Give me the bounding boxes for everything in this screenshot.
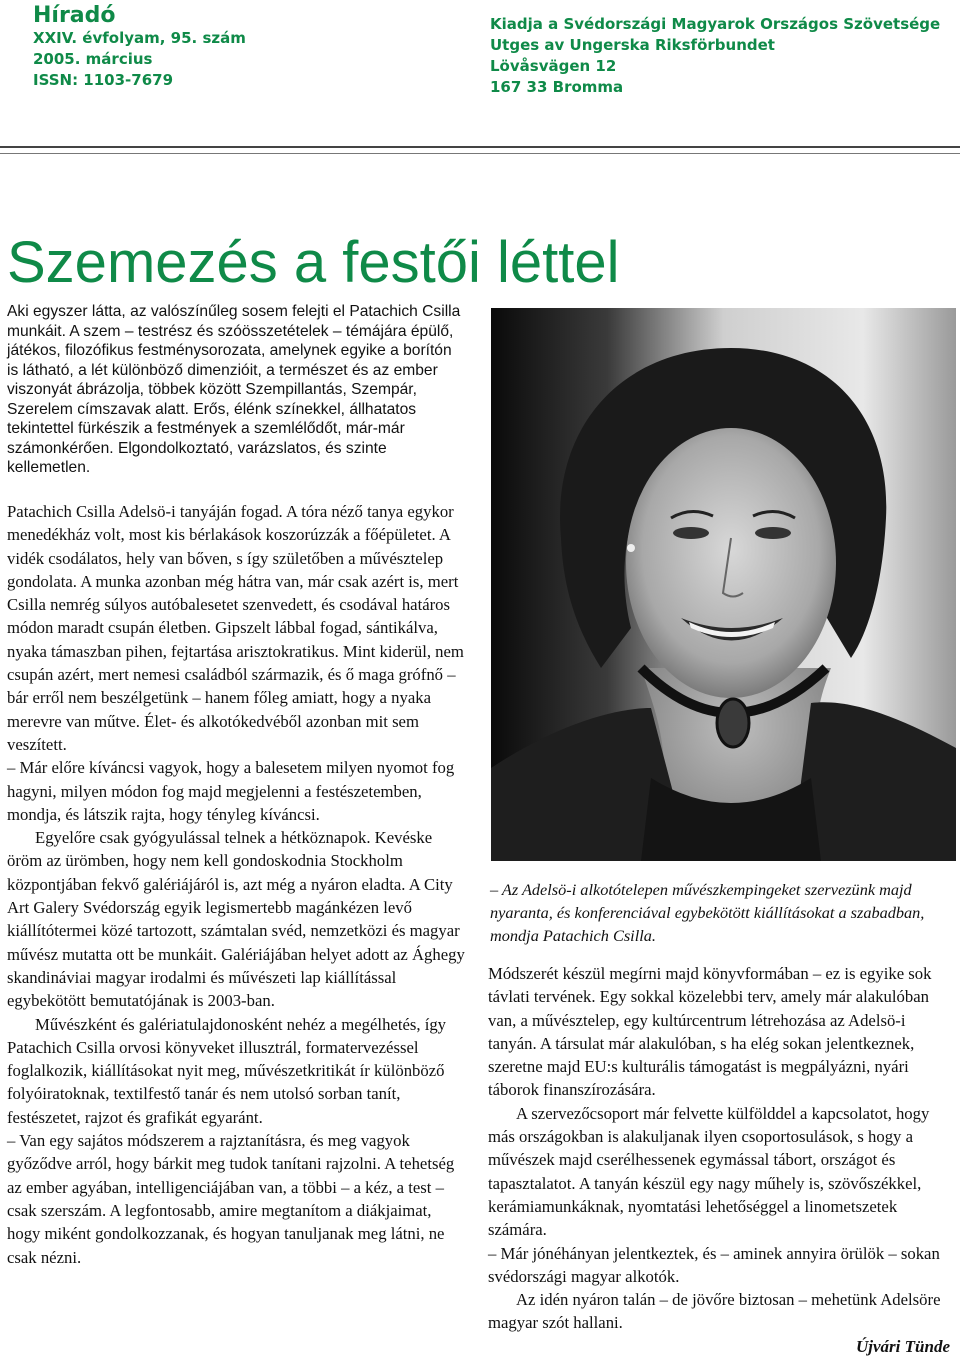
body-paragraph: Művészként és galériatulajdonosként nehéz a megélhetés, így Patachich Csilla orvosi könyveket illusztrál, formatervezéssel foglalkozik, kiállításokat nyit meg, művészetkritikát ír különböző folyóiratoknak, textilfestő tanár és nem utolsó sorban tanít, festészetet, rajzot és grafikát egyaránt. (7, 1014, 447, 1127)
address-line: Lövåsvägen 12 (490, 57, 617, 75)
article-headline: Szemezés a festői léttel (7, 230, 620, 295)
article-author: Újvári Tünde (856, 1337, 950, 1356)
body-paragraph: – Már jónéhányan jelentkeztek, és – aminek annyira örülök – sokan svédországi magyar alkotók. (488, 1243, 940, 1286)
address-line: 167 33 Bromma (490, 78, 624, 96)
article-lead (7, 302, 467, 478)
body-paragraph: Módszerét készül megírni majd könyvformában – ez is egyike sok távlati tervének. Egy sokkal közelebbi terv, amely már alakulóban van, a művésztelep, egy kultúrcentrum létrehozása az Adelsö-i tanyán. A társulat már alakulóban, s ha elég sokan jelentkeznek, szeretne majd EU:s kulturális támogatást is megpályázni, nyári táborok finanszírozására. (488, 964, 932, 1100)
right-column (488, 962, 952, 1335)
photo-caption: – Az Adelsö-i alkotótelepen művészkempingeket szervezünk majd nyaranta, és konferenciával egybekötött kiállításokat a szabadban, mondja Patachich Csilla. (490, 880, 925, 945)
body-paragraph: Egyelőre csak gyógyulással telnek a hétköznapok. Kevéske öröm az ürömben, hogy nem kell gondoskodnia Stockholm központjában fekvő galériájáról is, azt még a nyáron eladta. A City Art Galery Svédország egyik legismertebb magánkézen levő kiállítótermei közé tartozott, számtalan svéd, nemzetközi és magyar művész mutatta ott be munkáit. Galériájában helyet adott az Ághegy skandináviai magyar irodalmi és művészeti lap kiállítással egybekötött bemutatójának is 2003-ban. (7, 828, 465, 1011)
volume-line: XXIV. évfolyam, 95. szám (33, 29, 246, 47)
newsletter-title: Híradó (33, 3, 116, 28)
header-divider (0, 146, 960, 148)
left-column (7, 500, 469, 1269)
issn-line: ISSN: 1103-7679 (33, 71, 174, 89)
portrait-photo (491, 308, 956, 861)
publisher-block (490, 14, 940, 98)
publisher-line: Kiadja a Svédországi Magyarok Országos Szövetsége (490, 15, 941, 33)
body-paragraph: – Már előre kíváncsi vagyok, hogy a balesetem milyen nyomot fog hagyni, milyen módon fog majd megjelenni a festészetemben, mondja, és látszik rajta, hogy tényleg kíváncsi. (7, 758, 455, 824)
masthead-left (33, 4, 246, 91)
header-divider-thin (0, 153, 960, 154)
publisher-line: Utges av Ungerska Riksförbundet (490, 36, 775, 54)
body-paragraph: Az idén nyáron talán – de jövőre biztosan – mehetünk Adelsöre magyar szót hallani. (488, 1290, 941, 1333)
body-paragraph: A szervezőcsoport már felvette külfölddel a kapcsolatot, hogy más országokban is alakuljanak ilyen csoportosulások, s hogy a művészek majd cserélhessenek egymással tábort, országot és tapasztalatot. A tanyán készül egy nagy műhely is, szövőszékkel, kerámiamunkáknak, nyomtatási lehetőséggel a linometszetek számára. (488, 1103, 930, 1240)
body-paragraph: Patachich Csilla Adelsö-i tanyáján fogad. A tóra néző tanya egykor menedékház volt, most kis bérlakások koszorúzzák a főépületet. A vidék csodálatos, hely van bőven, s így születőben a művésztelep gondolata. A munka azonban még hátra van, már csak azért is, mert Csilla nemrég súlyos autóbalesetet szenvedett, és csodával határos módon maradt csupán életben. Gipszelt lábbal fogad, sántikálva, nyaka támaszban pihen, fejtartása arisztokratikus. Mint kiderül, nem csupán azért, mert nemesi családból származik, és ő maga grófnő – bár erről nem beszélgetünk – hanem főleg amiatt, hogy a nyaka merevre van műtve. Élet- és alkotókedvéből azonban mit sem veszített. (7, 502, 464, 754)
body-paragraph: – Van egy sajátos módszerem a rajztanításra, és meg vagyok győződve arról, hogy bárkit meg tudok tanítani rajzolni. A tehetség az ember agyában, intelligenciájában van, a többi – a kéz, a test – csak szerszám. A legfontosabb, amire megtanítom a diákjaimat, hogy miként gondolkozzanak, és hogyan tanuljanak meg látni, ne csak nézni. (7, 1131, 455, 1267)
date-line: 2005. március (33, 50, 153, 68)
lead-paragraph: Aki egyszer látta, az valószínűleg sosem felejti el Patachich Csilla munkáit. A szem – testrész és szóösszetételek – témájára épülő, játékos, filozófikus festménysorozata, amelynek egyike a borítón is látható, a lét különböző dimenzióit, a természet és az ember viszonyát ábrázolja, többek között Szempillantás, Szempár, Szerelem címszavak alatt. Erős, élénk színekkel, állhatatos tekintettel fürkészik a festmények a szemlélődőt, már-már számonkérően. Elgondolkoztató, varázslatos, és szinte kellemetlen. (7, 303, 461, 476)
portrait-illustration (491, 308, 956, 861)
